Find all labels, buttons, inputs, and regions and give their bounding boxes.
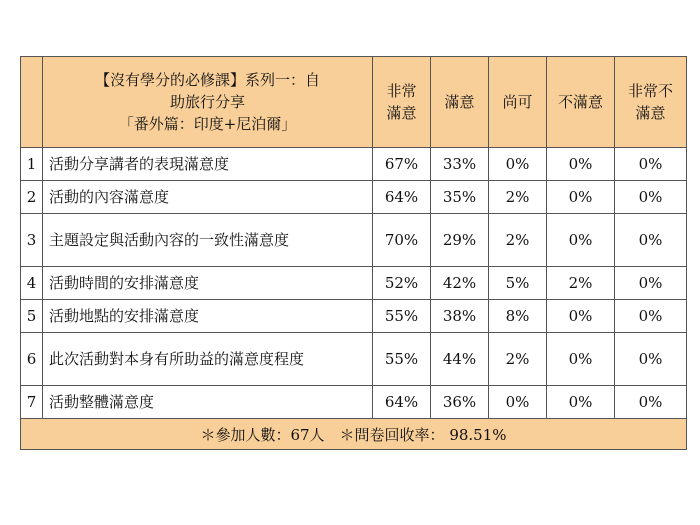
table-row — [21, 300, 687, 333]
value-dissatisfied: 0% — [547, 386, 615, 419]
header-satisfied: 滿意 — [431, 57, 489, 148]
value-satisfied: 38% — [431, 300, 489, 333]
table-header-row — [21, 57, 687, 148]
table-row — [21, 148, 687, 181]
row-number: 4 — [21, 267, 43, 300]
value-fair: 2% — [489, 333, 547, 386]
title-line-1: 【沒有學分的必修課】系列一：自 — [94, 71, 320, 89]
title-line-2: 助旅行分享 — [169, 93, 245, 111]
row-number: 5 — [21, 300, 43, 333]
row-item: 活動地點的安排滿意度 — [43, 300, 373, 333]
value-dissatisfied: 0% — [547, 333, 615, 386]
value-very-dissatisfied: 0% — [615, 300, 687, 333]
value-satisfied: 36% — [431, 386, 489, 419]
row-item: 活動分享講者的表現滿意度 — [43, 148, 373, 181]
value-satisfied: 33% — [431, 148, 489, 181]
header-dissatisfied: 不滿意 — [547, 57, 615, 148]
value-very-satisfied: 52% — [373, 267, 431, 300]
table-row — [21, 386, 687, 419]
value-fair: 2% — [489, 181, 547, 214]
value-satisfied: 44% — [431, 333, 489, 386]
value-dissatisfied: 0% — [547, 181, 615, 214]
header-number-cell — [21, 57, 43, 148]
value-very-satisfied: 64% — [373, 386, 431, 419]
table-row — [21, 333, 687, 386]
title-line-3: 「番外篇：印度+尼泊爾」 — [118, 115, 297, 133]
table-footer-row — [21, 419, 687, 450]
value-dissatisfied: 0% — [547, 300, 615, 333]
row-item: 活動的內容滿意度 — [43, 181, 373, 214]
value-very-dissatisfied: 0% — [615, 333, 687, 386]
value-dissatisfied: 0% — [547, 214, 615, 267]
row-item: 活動整體滿意度 — [43, 386, 373, 419]
footer-summary: ＊參加人數：67人 ＊問卷回收率： 98.51% — [21, 419, 687, 450]
value-very-dissatisfied: 0% — [615, 267, 687, 300]
row-number: 6 — [21, 333, 43, 386]
table-row — [21, 181, 687, 214]
table-row — [21, 267, 687, 300]
value-fair: 2% — [489, 214, 547, 267]
header-very-dissatisfied: 非常不 滿意 — [615, 57, 687, 148]
value-fair: 0% — [489, 386, 547, 419]
value-fair: 5% — [489, 267, 547, 300]
value-very-dissatisfied: 0% — [615, 214, 687, 267]
row-item: 此次活動對本身有所助益的滿意度程度 — [43, 333, 373, 386]
value-satisfied: 35% — [431, 181, 489, 214]
header-very-satisfied: 非常 滿意 — [373, 57, 431, 148]
row-number: 2 — [21, 181, 43, 214]
value-very-dissatisfied: 0% — [615, 386, 687, 419]
row-item: 主題設定與活動內容的一致性滿意度 — [43, 214, 373, 267]
value-fair: 8% — [489, 300, 547, 333]
row-item: 活動時間的安排滿意度 — [43, 267, 373, 300]
row-number: 3 — [21, 214, 43, 267]
value-very-satisfied: 70% — [373, 214, 431, 267]
satisfaction-table — [20, 56, 687, 450]
value-very-satisfied: 67% — [373, 148, 431, 181]
value-dissatisfied: 0% — [547, 148, 615, 181]
table-title — [43, 57, 373, 148]
value-satisfied: 29% — [431, 214, 489, 267]
row-number: 1 — [21, 148, 43, 181]
value-very-dissatisfied: 0% — [615, 148, 687, 181]
value-very-satisfied: 55% — [373, 333, 431, 386]
value-very-satisfied: 64% — [373, 181, 431, 214]
row-number: 7 — [21, 386, 43, 419]
value-very-satisfied: 55% — [373, 300, 431, 333]
header-fair: 尚可 — [489, 57, 547, 148]
value-satisfied: 42% — [431, 267, 489, 300]
value-dissatisfied: 2% — [547, 267, 615, 300]
value-very-dissatisfied: 0% — [615, 181, 687, 214]
table-row — [21, 214, 687, 267]
value-fair: 0% — [489, 148, 547, 181]
